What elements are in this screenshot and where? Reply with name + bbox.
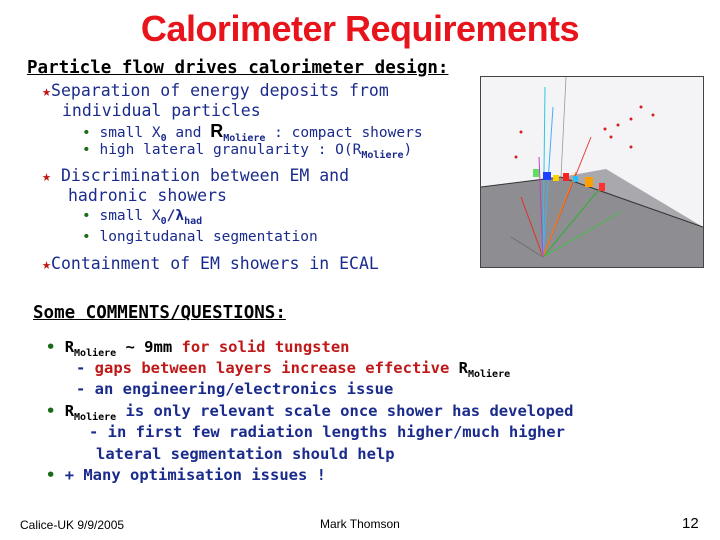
- comment-optimisation: • + Many optimisation issues !: [46, 466, 326, 484]
- bullet-icon: •: [82, 208, 91, 224]
- list-item-containment: ★Containment of EM showers in ECAL: [42, 254, 379, 273]
- detector-event-graphic: [481, 77, 703, 267]
- comment-lateral-segmentation: lateral segmentation should help: [96, 445, 395, 463]
- list-item-separation: ★Separation of energy deposits from: [42, 81, 389, 100]
- bullet-icon: •: [46, 338, 56, 356]
- comment-gaps: - gaps between layers increase effective $R_{Moliere}$: [76, 359, 511, 381]
- comment-radiation-lengths: - in first few radiation lengths higher/much higher: [89, 423, 565, 441]
- page-number: 12: [682, 515, 699, 532]
- star-bullet-icon: ★: [42, 167, 52, 185]
- bullet-icon: •: [82, 125, 91, 141]
- comment-engineering: - an engineering/electronics issue: [76, 380, 394, 398]
- section-heading-comments: Some COMMENTS/QUESTIONS:: [33, 303, 286, 323]
- bullet-icon: •: [82, 229, 91, 245]
- star-bullet-icon: ★: [42, 82, 52, 100]
- list-item-discrimination: ★ Discrimination between EM and: [42, 166, 350, 185]
- comment-moliere-radius: • $R_{Moliere}$ ~ 9mm for solid tungsten: [46, 338, 350, 360]
- star-bullet-icon: ★: [42, 255, 52, 273]
- sub-item-x0-lambda: • small $X_0/\lambda_{had}$: [82, 208, 203, 227]
- slide-title: Calorimeter Requirements: [140, 8, 580, 49]
- bullet-icon: •: [46, 466, 56, 484]
- list-item-discrimination-cont: hadronic showers: [68, 186, 227, 205]
- bullet-icon: •: [82, 142, 91, 158]
- sub-item-segmentation: • longitudanal segmentation: [82, 229, 318, 245]
- footer-author: Mark Thomson: [320, 517, 400, 531]
- list-item-separation-cont: individual particles: [62, 101, 261, 120]
- sub-item-compact-showers: • small $X_0$ and $R_{Moliere}$ : compact showers: [82, 121, 423, 144]
- bullet-icon: •: [46, 402, 56, 420]
- footer-date: Calice-UK 9/9/2005: [20, 518, 125, 532]
- sub-item-granularity: • high lateral granularity : $O(R_{Moliere})$: [82, 142, 413, 161]
- comment-relevant-scale: • $R_{Moliere}$ is only relevant scale once shower has developed: [46, 402, 574, 424]
- section-heading-particle-flow: Particle flow drives calorimeter design:: [27, 58, 449, 78]
- event-display-image: [480, 76, 704, 268]
